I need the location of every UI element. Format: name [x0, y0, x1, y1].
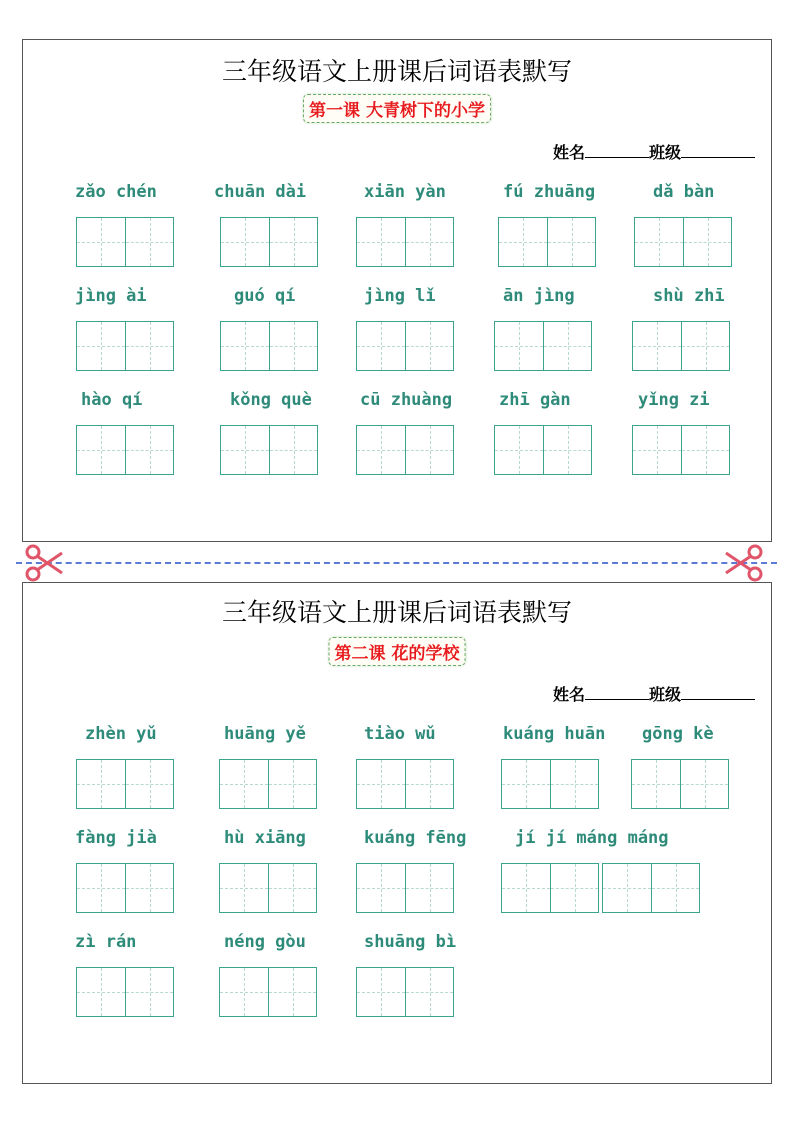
- grid-cell[interactable]: [550, 864, 598, 912]
- grid-cell[interactable]: [125, 968, 173, 1016]
- worksheet-section-1: [22, 39, 772, 542]
- grid-cell[interactable]: [221, 322, 269, 370]
- section-title: 三年级语文上册课后词语表默写: [221, 598, 572, 627]
- word-item: [503, 724, 605, 744]
- word-item: [638, 390, 710, 410]
- pinyin-label: hù xiāng: [224, 828, 306, 848]
- grid-cell[interactable]: [269, 218, 317, 266]
- word-item: [234, 286, 295, 306]
- word-item: [503, 286, 575, 306]
- pinyin-label: yǐng zi: [638, 390, 710, 410]
- grid-cell[interactable]: [220, 864, 268, 912]
- writing-grid[interactable]: [356, 217, 454, 267]
- pinyin-label: huāng yě: [224, 724, 306, 744]
- pinyin-label: zì rán: [75, 932, 137, 952]
- pinyin-label: shù zhī: [653, 286, 725, 306]
- word-item: [364, 724, 436, 744]
- grid-cell[interactable]: [77, 218, 125, 266]
- writing-grid[interactable]: [76, 321, 174, 371]
- word-item: [81, 390, 142, 410]
- writing-grid[interactable]: [219, 863, 317, 913]
- class-label: 班级: [648, 143, 681, 162]
- pinyin-label: néng gòu: [224, 932, 306, 952]
- writing-grid[interactable]: [501, 759, 599, 809]
- grid-cell[interactable]: [268, 760, 316, 808]
- name-class-row: [553, 682, 755, 705]
- grid-cell[interactable]: [543, 322, 591, 370]
- grid-cell[interactable]: [77, 864, 125, 912]
- word-item: [75, 286, 147, 306]
- grid-cell[interactable]: [221, 218, 269, 266]
- grid-cell[interactable]: [357, 968, 405, 1016]
- word-item: [653, 182, 714, 202]
- scissors-icon: [724, 543, 764, 583]
- pinyin-label: fú zhuāng: [503, 182, 596, 202]
- pinyin-label: xiān yàn: [364, 182, 446, 202]
- grid-cell[interactable]: [357, 218, 405, 266]
- name-label: 姓名: [552, 143, 585, 162]
- word-item: [224, 932, 306, 952]
- scissors-icon: [24, 543, 64, 583]
- class-label: 班级: [648, 685, 681, 704]
- word-item: [75, 932, 136, 952]
- writing-grid[interactable]: [76, 863, 174, 913]
- pinyin-label: jìng lǐ: [364, 286, 436, 306]
- grid-cell[interactable]: [635, 218, 683, 266]
- writing-grid[interactable]: [219, 759, 317, 809]
- writing-grid[interactable]: [220, 425, 318, 475]
- pinyin-label: jìng ài: [75, 286, 147, 306]
- grid-cell[interactable]: [77, 322, 125, 370]
- grid-cell[interactable]: [651, 864, 699, 912]
- grid-cell[interactable]: [405, 864, 453, 912]
- lesson-badge: 第二课 花的学校: [329, 637, 466, 666]
- pinyin-label: guó qí: [234, 286, 296, 306]
- name-blank[interactable]: [585, 143, 649, 158]
- grid-cell[interactable]: [357, 322, 405, 370]
- grid-cell[interactable]: [268, 864, 316, 912]
- grid-cell[interactable]: [547, 218, 595, 266]
- word-item: [364, 828, 466, 848]
- grid-cell[interactable]: [495, 426, 543, 474]
- writing-grid[interactable]: [602, 863, 700, 913]
- word-item: [364, 182, 446, 202]
- grid-cell[interactable]: [633, 322, 681, 370]
- writing-grid[interactable]: [356, 759, 454, 809]
- pinyin-label: cū zhuàng: [360, 390, 453, 410]
- cut-line: [16, 562, 777, 564]
- grid-cell[interactable]: [220, 968, 268, 1016]
- pinyin-label: kǒng què: [230, 390, 312, 410]
- grid-cell[interactable]: [357, 426, 405, 474]
- word-item: [642, 724, 714, 744]
- word-item: [230, 390, 312, 410]
- writing-grid[interactable]: [632, 425, 730, 475]
- grid-cell[interactable]: [221, 426, 269, 474]
- word-item: [503, 182, 595, 202]
- writing-grid[interactable]: [631, 759, 729, 809]
- section-title: 三年级语文上册课后词语表默写: [221, 57, 572, 86]
- grid-cell[interactable]: [603, 864, 651, 912]
- grid-cell[interactable]: [269, 322, 317, 370]
- pinyin-label: dǎ bàn: [653, 182, 715, 202]
- name-label: 姓名: [552, 685, 585, 704]
- pinyin-label: zǎo chén: [75, 182, 157, 202]
- grid-cell[interactable]: [680, 760, 728, 808]
- grid-cell[interactable]: [77, 760, 125, 808]
- writing-grid[interactable]: [76, 425, 174, 475]
- grid-cell[interactable]: [269, 426, 317, 474]
- writing-grid[interactable]: [494, 321, 592, 371]
- word-item: [214, 182, 306, 202]
- worksheet-section-2: [22, 582, 772, 1084]
- grid-cell[interactable]: [681, 322, 729, 370]
- grid-cell[interactable]: [499, 218, 547, 266]
- grid-cell[interactable]: [220, 760, 268, 808]
- writing-grid[interactable]: [498, 217, 596, 267]
- pinyin-label: kuáng fēng: [364, 828, 467, 848]
- pinyin-label: gōng kè: [642, 724, 714, 744]
- grid-cell[interactable]: [125, 322, 173, 370]
- pinyin-label: jí jí máng máng: [515, 828, 669, 848]
- grid-cell[interactable]: [77, 968, 125, 1016]
- writing-grid[interactable]: [76, 217, 174, 267]
- writing-grid[interactable]: [76, 759, 174, 809]
- word-item: [653, 286, 725, 306]
- pinyin-label: tiào wǔ: [364, 724, 436, 744]
- writing-grid[interactable]: [356, 321, 454, 371]
- grid-cell[interactable]: [543, 426, 591, 474]
- writing-grid[interactable]: [501, 863, 599, 913]
- pinyin-label: zhī gàn: [499, 390, 571, 410]
- pinyin-label: zhèn yǔ: [85, 724, 157, 744]
- grid-cell[interactable]: [502, 864, 550, 912]
- pinyin-label: hào qí: [81, 390, 143, 410]
- word-item: [499, 390, 571, 410]
- grid-cell[interactable]: [550, 760, 598, 808]
- grid-cell[interactable]: [632, 760, 680, 808]
- writing-grid[interactable]: [220, 217, 318, 267]
- writing-grid[interactable]: [634, 217, 732, 267]
- grid-cell[interactable]: [125, 218, 173, 266]
- grid-cell[interactable]: [405, 218, 453, 266]
- word-item: [515, 828, 669, 848]
- grid-cell[interactable]: [405, 322, 453, 370]
- writing-grid[interactable]: [219, 967, 317, 1017]
- grid-cell[interactable]: [633, 426, 681, 474]
- class-blank[interactable]: [681, 143, 755, 158]
- grid-cell[interactable]: [357, 864, 405, 912]
- word-item: [360, 390, 452, 410]
- grid-cell[interactable]: [495, 322, 543, 370]
- pinyin-label: fàng jià: [75, 828, 157, 848]
- writing-grid[interactable]: [76, 967, 174, 1017]
- lesson-badge: 第一课 大青树下的小学: [303, 94, 491, 123]
- grid-cell[interactable]: [502, 760, 550, 808]
- word-item: [75, 828, 157, 848]
- grid-cell[interactable]: [405, 426, 453, 474]
- grid-cell[interactable]: [268, 968, 316, 1016]
- grid-cell[interactable]: [125, 760, 173, 808]
- writing-grid[interactable]: [356, 425, 454, 475]
- grid-cell[interactable]: [125, 426, 173, 474]
- word-item: [224, 724, 306, 744]
- word-item: [85, 724, 157, 744]
- word-item: [224, 828, 306, 848]
- writing-grid[interactable]: [356, 967, 454, 1017]
- word-item: [364, 286, 436, 306]
- grid-cell[interactable]: [77, 426, 125, 474]
- class-blank[interactable]: [681, 685, 755, 700]
- pinyin-label: shuāng bì: [364, 932, 457, 952]
- pinyin-label: chuān dài: [214, 182, 307, 202]
- writing-grid[interactable]: [494, 425, 592, 475]
- writing-grid[interactable]: [356, 863, 454, 913]
- writing-grid[interactable]: [632, 321, 730, 371]
- grid-cell[interactable]: [683, 218, 731, 266]
- name-class-row: [553, 140, 755, 163]
- grid-cell[interactable]: [357, 760, 405, 808]
- word-item: [75, 182, 157, 202]
- word-item: [364, 932, 456, 952]
- pinyin-label: ān jìng: [503, 286, 575, 306]
- name-blank[interactable]: [585, 685, 649, 700]
- pinyin-label: kuáng huān: [503, 724, 606, 744]
- grid-cell[interactable]: [405, 760, 453, 808]
- grid-cell[interactable]: [681, 426, 729, 474]
- writing-grid[interactable]: [220, 321, 318, 371]
- grid-cell[interactable]: [125, 864, 173, 912]
- grid-cell[interactable]: [405, 968, 453, 1016]
